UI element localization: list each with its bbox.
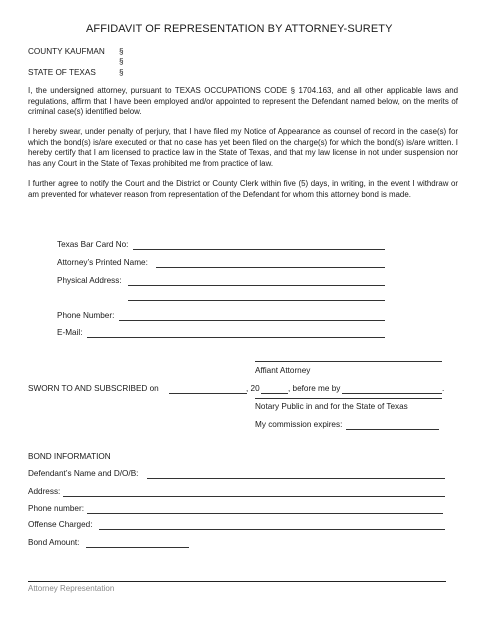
section-mark: § [119, 68, 124, 77]
page-title: AFFIDAVIT OF REPRESENTATION BY ATTORNEY-SURETY [86, 23, 393, 35]
sworn-period: . [442, 384, 445, 393]
sworn-year-prefix: , 20 [246, 384, 260, 393]
affiant-signature-line[interactable] [255, 361, 442, 362]
notification-paragraph: I further agree to notify the Court and the District or County Clerk within five (5) days, in writing, in the event I withdraw or am prevented for whatever reason from representation of the Defendant for whom this attorney bond is made. [28, 179, 458, 199]
footer-text: Attorney Representation [28, 584, 115, 593]
commission-label: My commission expires: [255, 420, 343, 429]
commission-expires-field[interactable] [346, 429, 439, 430]
bond-heading: BOND INFORMATION [28, 452, 111, 461]
affirmation-paragraph: I, the undersigned attorney, pursuant to TEXAS OCCUPATIONS CODE § 1704.163, and all other applicable laws and regulations, affirm that I have been employed and/or appointed to represent the Defendant named below, on the merits of criminal case(s) identified below. [28, 86, 458, 117]
sworn-statement-paragraph: I hereby swear, under penalty of perjury, that I have filed my Notice of Appearance as counsel of record in the case(s) for which the bond(s) is/are executed or that no case has yet been filed on the charge(s) for which the bond(s) is/are written. I hereby certify that I am licensed to practice law in the State of Texas, and that my law license in not under suspension nor has any Court in the State of Texas prohibited me from practice of law. [28, 127, 458, 169]
bond-amount-field[interactable] [86, 547, 189, 548]
sworn-before-me: , before me by [288, 384, 341, 393]
address-label: Address: [28, 487, 61, 496]
section-mark: § [119, 47, 124, 56]
physical-address-field[interactable] [128, 285, 385, 286]
sworn-prefix: SWORN TO AND SUBSCRIBED on [28, 384, 159, 393]
email-field[interactable] [87, 337, 385, 338]
sworn-date-field[interactable] [169, 393, 247, 394]
sworn-official-field[interactable] [342, 393, 442, 394]
section-mark: § [119, 57, 124, 66]
offense-label: Offense Charged: [28, 520, 93, 529]
notary-label: Notary Public in and for the State of Texas [255, 402, 408, 411]
phone-number-field[interactable] [119, 320, 385, 321]
phone-number-label: Phone Number: [57, 311, 115, 320]
printed-name-field[interactable] [156, 267, 385, 268]
bar-card-label: Texas Bar Card No: [57, 240, 129, 249]
physical-address-field-line2[interactable] [128, 300, 385, 301]
address-field[interactable] [63, 496, 445, 497]
offense-field[interactable] [99, 529, 445, 530]
notary-signature-line[interactable] [255, 398, 442, 399]
affiant-label: Affiant Attorney [255, 366, 311, 375]
defendant-field[interactable] [147, 478, 445, 479]
phone-field[interactable] [87, 513, 443, 514]
sworn-year-field[interactable] [261, 393, 288, 394]
physical-address-label: Physical Address: [57, 276, 122, 285]
defendant-label: Defendant’s Name and D/O/B: [28, 469, 139, 478]
footer-rule [28, 581, 446, 582]
printed-name-label: Attorney’s Printed Name: [57, 258, 148, 267]
bond-amount-label: Bond Amount: [28, 538, 80, 547]
state-label: STATE OF TEXAS [28, 68, 96, 77]
bar-card-field[interactable] [133, 249, 385, 250]
county-label: COUNTY KAUFMAN [28, 47, 105, 56]
email-label: E-Mail: [57, 328, 83, 337]
phone-label: Phone number: [28, 504, 84, 513]
